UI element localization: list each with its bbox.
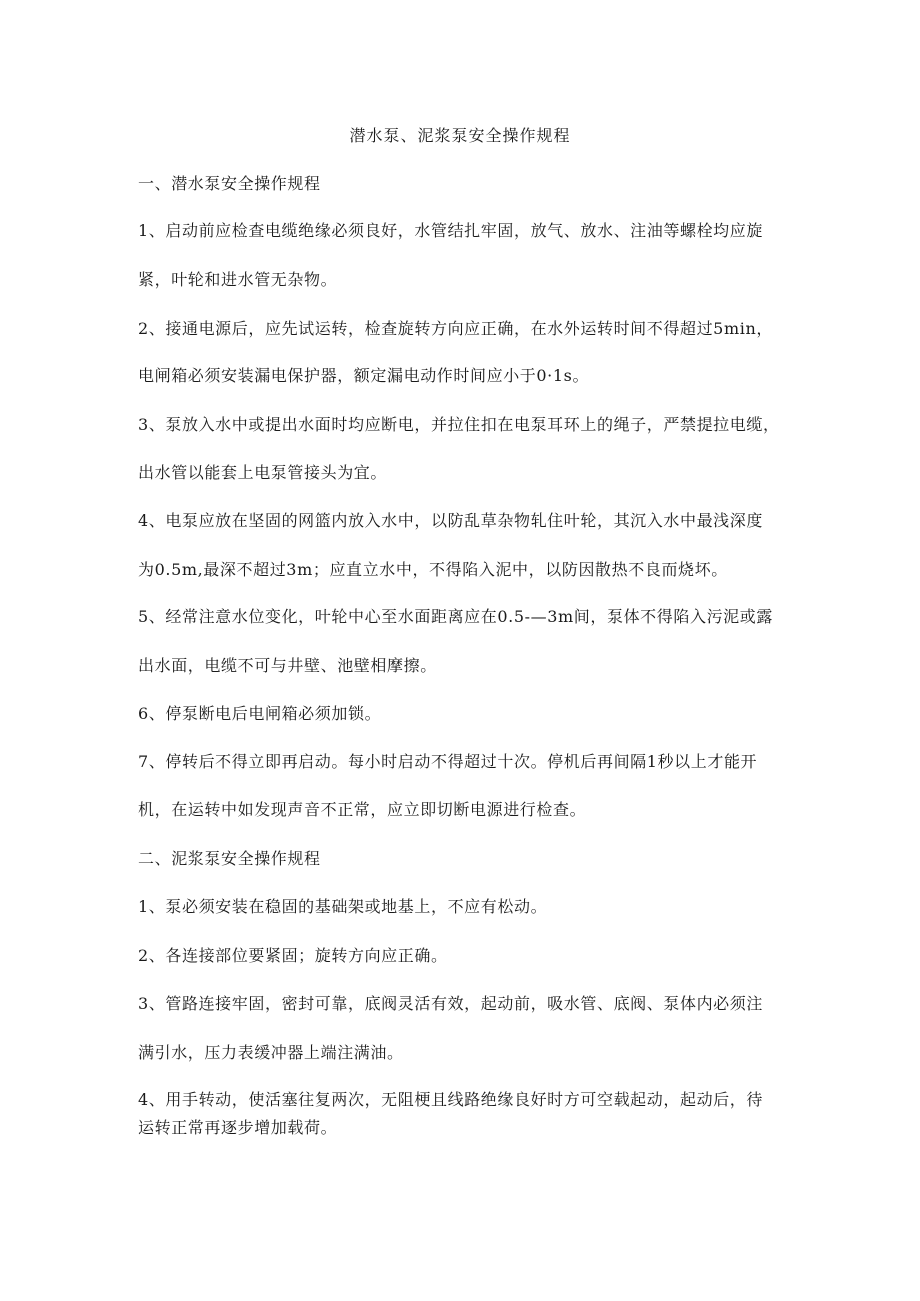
paragraph-line: 1、泵必须安装在稳固的基础架或地基上，不应有松动。 — [138, 897, 548, 916]
paragraph-line: 电闸箱必须安装漏电保护器，额定漏电动作时间应小于0·1s。 — [138, 366, 590, 385]
paragraph-line: 出水管以能套上电泵管接头为宜。 — [138, 463, 388, 482]
paragraph-line: 为0.5m,最深不超过3m；应直立水中，不得陷入泥中，以防因散热不良而烧坏。 — [138, 560, 728, 579]
paragraph-line: 2、接通电源后，应先试运转，检查旋转方向应正确，在水外运转时间不得超过5min， — [138, 319, 773, 338]
paragraph-line: 紧，叶轮和进水管无杂物。 — [138, 270, 338, 289]
paragraph-line: 4、电泵应放在坚固的网篮内放入水中，以防乱草杂物轧住叶轮，其沉入水中最浅深度 — [138, 511, 763, 530]
paragraph-line: 3、管路连接牢固，密封可靠，底阀灵活有效，起动前，吸水管、底阀、泵体内必须注 — [138, 994, 763, 1013]
paragraph-line: 机，在运转中如发现声音不正常，应立即切断电源进行检查。 — [138, 800, 587, 819]
paragraph-line: 2、各连接部位要紧固；旋转方向应正确。 — [138, 946, 448, 965]
paragraph-line: 运转正常再逐步增加载荷。 — [138, 1118, 338, 1137]
document-title: 潜水泵、泥浆泵安全操作规程 — [349, 126, 571, 145]
paragraph-line: 5、经常注意水位变化，叶轮中心至水面距离应在0.5-—3m间，泵体不得陷入污泥或露 — [138, 607, 773, 626]
paragraph-line: 6、停泵断电后电闸箱必须加锁。 — [138, 704, 382, 723]
paragraph-line: 出水面，电缆不可与井壁、池壁相摩擦。 — [138, 656, 437, 675]
paragraph-line: 4、用手转动，使活塞往复两次，无阻梗且线路绝缘良好时方可空载起动，起动后，待 — [138, 1090, 763, 1109]
paragraph-line: 1、启动前应检查电缆绝缘必须良好，水管结扎牢固，放气、放水、注油等螺栓均应旋 — [138, 221, 763, 240]
paragraph-line: 7、停转后不得立即再启动。每小时启动不得超过十次。停机后再间隔1秒以上才能开 — [138, 752, 758, 771]
paragraph-line: 3、泵放入水中或提出水面时均应断电，并拉住扣在电泵耳环上的绳子，严禁提拉电缆， — [138, 415, 780, 434]
section-heading-submersible-pump: 一、潜水泵安全操作规程 — [138, 174, 321, 193]
paragraph-line: 满引水，压力表缓冲器上端注满油。 — [138, 1043, 404, 1062]
section-heading-mud-pump: 二、泥浆泵安全操作规程 — [138, 849, 321, 868]
